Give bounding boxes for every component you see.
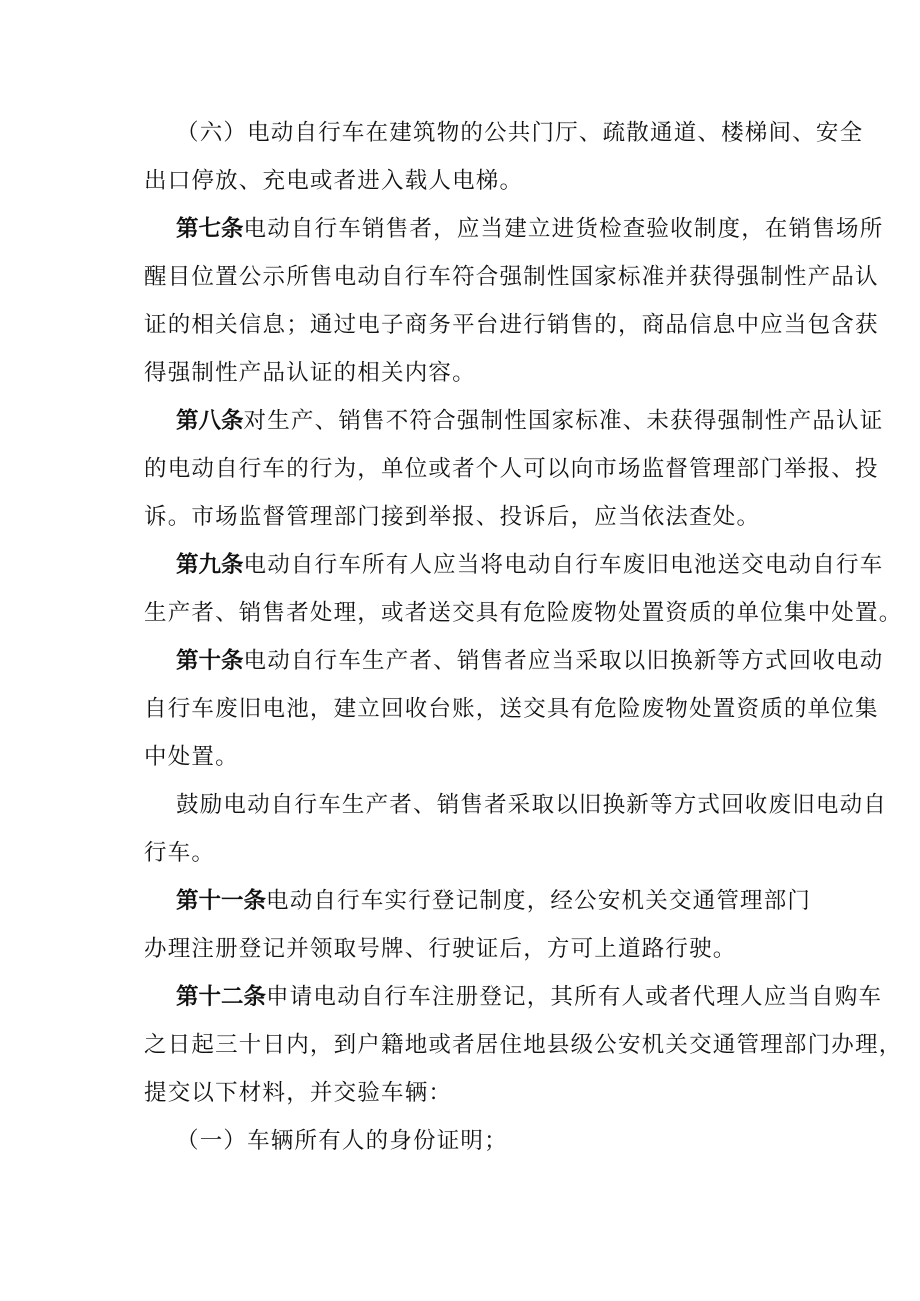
text-run: 对生产、销售不符合强制性国家标准、未获得强制性产品认证 [243,408,884,434]
paragraph-line [144,1078,804,1108]
article-heading: 第八条 [176,408,244,434]
text-run: （六）电动自行车在建筑物的公共门厅、疏散通道、楼梯间、安全 [176,120,864,146]
paragraph-line [176,982,883,1012]
paragraph-line [144,694,879,724]
text-run: 行车。 [144,840,216,866]
paragraph-line [176,118,864,148]
text-run: 办理注册登记并领取号牌、行驶证后，方可上道路行驶。 [144,936,737,962]
paragraph-line [144,358,804,388]
paragraph-line [144,742,804,772]
paragraph-line [144,502,804,532]
text-run: 得强制性产品认证的相关内容。 [144,360,476,386]
text-run: 的电动自行车的行为，单位或者个人可以向市场监督管理部门举报、投 [144,456,879,482]
paragraph-line [176,406,884,436]
text-run: 出口停放、充电或者进入载人电梯。 [144,168,524,194]
paragraph-line [176,790,888,820]
article-heading: 第十一条 [176,888,267,914]
article-heading: 第十条 [176,648,244,674]
paragraph-line [144,262,879,292]
paragraph-line [176,550,884,580]
text-run: 之日起三十日内，到户籍地或者居住地县级公安机关交通管理部门办理， [144,1032,903,1058]
paragraph-line [144,934,804,964]
text-run: 电动自行车销售者，应当建立进货检查验收制度，在销售场所 [243,216,884,242]
article-heading: 第七条 [176,216,244,242]
paragraph-line [144,310,879,340]
text-run: 诉。市场监督管理部门接到举报、投诉后，应当依法查处。 [144,504,761,530]
article-heading: 第十二条 [176,984,267,1010]
paragraph-line [176,886,812,916]
text-run: 证的相关信息；通过电子商务平台进行销售的，商品信息中应当包含获 [144,312,879,338]
text-run: 鼓励电动自行车生产者、销售者采取以旧换新等方式回收废旧电动自 [176,792,888,818]
paragraph-line [144,838,804,868]
article-heading: 第九条 [176,552,244,578]
paragraph-line [176,214,884,244]
paragraph-line [144,454,879,484]
text-run: 醒目位置公示所售电动自行车符合强制性国家标准并获得强制性产品认 [144,264,879,290]
text-run: 电动自行车生产者、销售者应当采取以旧换新等方式回收电动 [243,648,884,674]
text-run: （一）车辆所有人的身份证明； [176,1128,508,1154]
paragraph-line [176,646,884,676]
paragraph-line [144,1030,903,1060]
paragraph-line [144,598,903,628]
text-run: 自行车废旧电池，建立回收台账，送交具有危险废物处置资质的单位集 [144,696,879,722]
text-run: 申请电动自行车注册登记，其所有人或者代理人应当自购车 [266,984,883,1010]
paragraph-line [176,1126,804,1156]
text-run: 提交以下材料，并交验车辆： [144,1080,453,1106]
paragraph-line [144,166,804,196]
text-run: 中处置。 [144,744,239,770]
text-run: 电动自行车所有人应当将电动自行车废旧电池送交电动自行车 [243,552,884,578]
text-run: 生产者、销售者处理，或者送交具有危险废物处置资质的单位集中处置。 [144,600,903,626]
text-run: 电动自行车实行登记制度，经公安机关交通管理部门 [266,888,812,914]
